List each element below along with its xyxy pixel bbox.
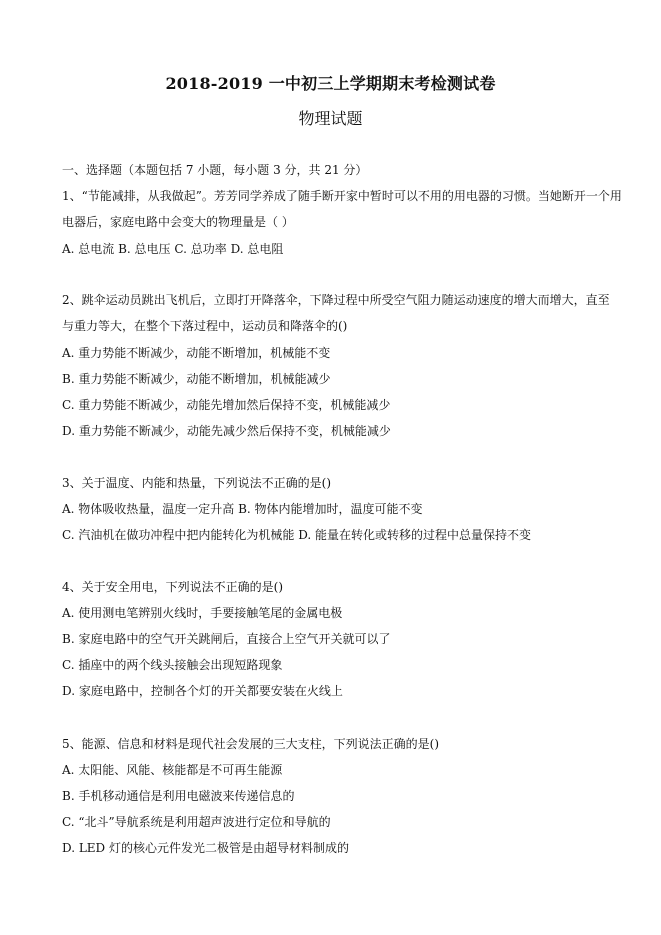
question-3-options-cd: C. 汽油机在做功冲程中把内能转化为机械能 D. 能量在转化或转移的过程中总量保持不变 <box>62 528 532 542</box>
section-heading: 一、选择题（本题包括 7 小题，每小题 3 分，共 21 分） <box>62 163 368 177</box>
question-5-option-c: C. “北斗”导航系统是利用超声波进行定位和导航的 <box>62 815 331 829</box>
question-1-text-line-1: 1、“节能减排，从我做起”。芳芳同学养成了随手断开家中暂时可以不用的用电器的习惯。当她断开一个用 <box>62 189 622 203</box>
question-4-option-b: B. 家庭电路中的空气开关跳闸后，直接合上空气开关就可以了 <box>62 632 391 646</box>
question-2-text-line-1: 2、跳伞运动员跳出飞机后，立即打开降落伞，下降过程中所受空气阻力随运动速度的增大而增大，直至 <box>62 293 610 307</box>
exam-title: 2018-2019 一中初三上学期期末考检测试卷 <box>165 74 496 93</box>
question-2-option-d: D. 重力势能不断减少，动能先减少然后保持不变，机械能减少 <box>62 424 391 438</box>
question-3-text: 3、关于温度、内能和热量，下列说法不正确的是() <box>62 476 331 490</box>
question-4-option-a: A. 使用测电笔辨别火线时，手要接触笔尾的金属电极 <box>62 606 343 620</box>
question-2-option-a: A. 重力势能不断减少，动能不断增加，机械能不变 <box>62 346 331 360</box>
question-1-options: A. 总电流 B. 总电压 C. 总功率 D. 总电阻 <box>62 242 284 256</box>
question-3-options-ab: A. 物体吸收热量，温度一定升高 B. 物体内能增加时，温度可能不变 <box>62 502 423 516</box>
question-5-option-d: D. LED 灯的核心元件发光二极管是由超导材料制成的 <box>62 841 349 855</box>
question-5-text: 5、能源、信息和材料是现代社会发展的三大支柱，下列说法正确的是() <box>62 737 440 751</box>
question-4-option-d: D. 家庭电路中，控制各个灯的开关都要安装在火线上 <box>62 684 343 698</box>
question-2-option-b: B. 重力势能不断减少，动能不断增加，机械能减少 <box>62 372 331 386</box>
question-2-text-line-2: 与重力等大，在整个下落过程中，运动员和降落伞的() <box>62 319 348 333</box>
question-4-option-c: C. 插座中的两个线头接触会出现短路现象 <box>62 658 283 672</box>
question-4-text: 4、关于安全用电，下列说法不正确的是() <box>62 580 283 594</box>
question-5-option-a: A. 太阳能、风能、核能都是不可再生能源 <box>62 763 283 777</box>
exam-subtitle: 物理试题 <box>298 109 363 128</box>
question-5-option-b: B. 手机移动通信是利用电磁波来传递信息的 <box>62 789 295 803</box>
question-2-option-c: C. 重力势能不断减少，动能先增加然后保持不变，机械能减少 <box>62 398 391 412</box>
question-1-text-line-2: 电器后，家庭电路中会变大的物理量是（ ） <box>62 215 294 229</box>
